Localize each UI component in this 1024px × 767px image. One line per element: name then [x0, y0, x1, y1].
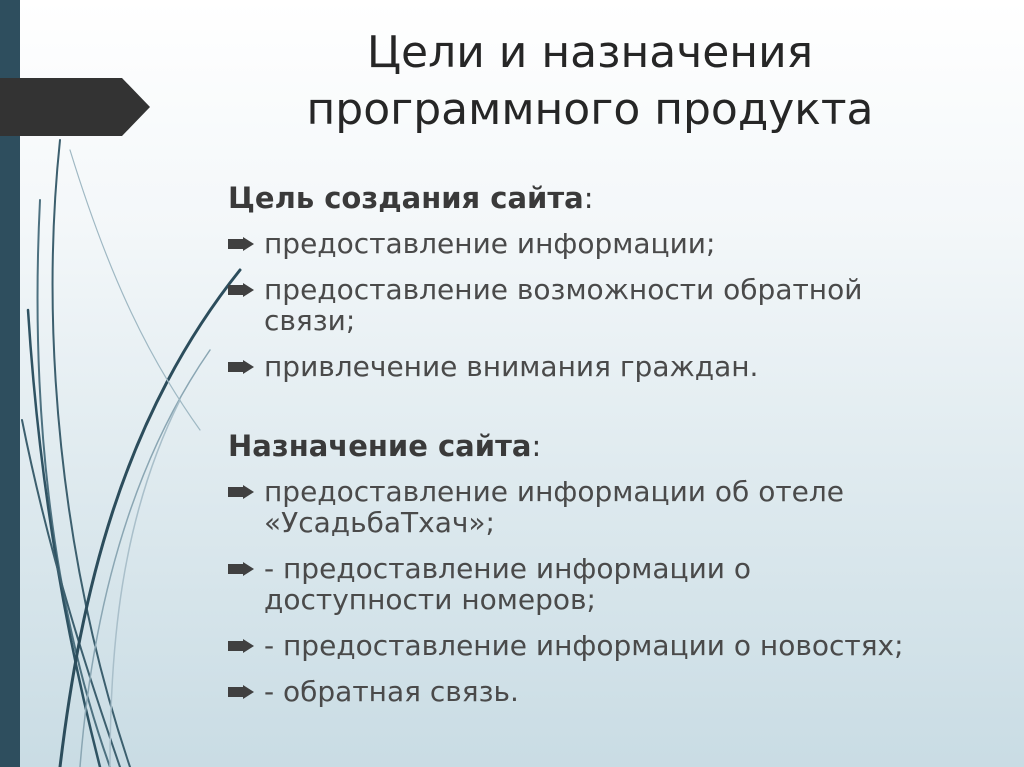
list-item-text: предоставление информации об отеле «УсадьбаТхач»; — [264, 475, 844, 539]
list-item — [228, 676, 928, 707]
section-heading-purpose-text: Назначение сайта — [228, 429, 532, 463]
list-item — [228, 274, 928, 336]
section-heading-purpose — [228, 426, 928, 466]
slide-title-line-1: Цели и назначения — [366, 27, 814, 78]
section-heading-goal-text: Цель создания сайта — [228, 181, 584, 215]
arrow-bullet-icon — [228, 685, 255, 699]
list-item-text: - обратная связь. — [264, 675, 519, 708]
arrow-bullet-icon — [228, 360, 255, 374]
section-heading-purpose-colon: : — [531, 429, 542, 463]
list-item-text: - предоставление информации о новостях; — [264, 629, 904, 662]
arrow-bullet-icon — [228, 639, 255, 653]
list-item-text: предоставление возможности обратной связи; — [264, 273, 863, 337]
section-heading-goal — [228, 178, 928, 218]
arrow-bullet-icon — [228, 562, 255, 576]
list-item-text: - предоставление информации о доступности номеров; — [264, 552, 752, 616]
list-item — [228, 630, 928, 661]
goal-list — [228, 228, 928, 382]
slide-title — [210, 24, 970, 138]
list-item — [228, 228, 928, 259]
list-item — [228, 553, 928, 615]
list-item — [228, 351, 928, 382]
slide-title-line-2: программного продукта — [306, 84, 874, 135]
list-item — [228, 476, 928, 538]
arrow-bullet-icon — [228, 237, 255, 251]
list-item-text: привлечение внимания граждан. — [264, 350, 759, 383]
arrow-bullet-icon — [228, 485, 255, 499]
purpose-list — [228, 476, 928, 707]
title-flag-shape — [0, 78, 156, 138]
list-item-text: предоставление информации; — [264, 227, 716, 260]
section-heading-goal-colon: : — [583, 181, 594, 215]
slide-content — [228, 178, 928, 722]
arrow-bullet-icon — [228, 283, 255, 297]
